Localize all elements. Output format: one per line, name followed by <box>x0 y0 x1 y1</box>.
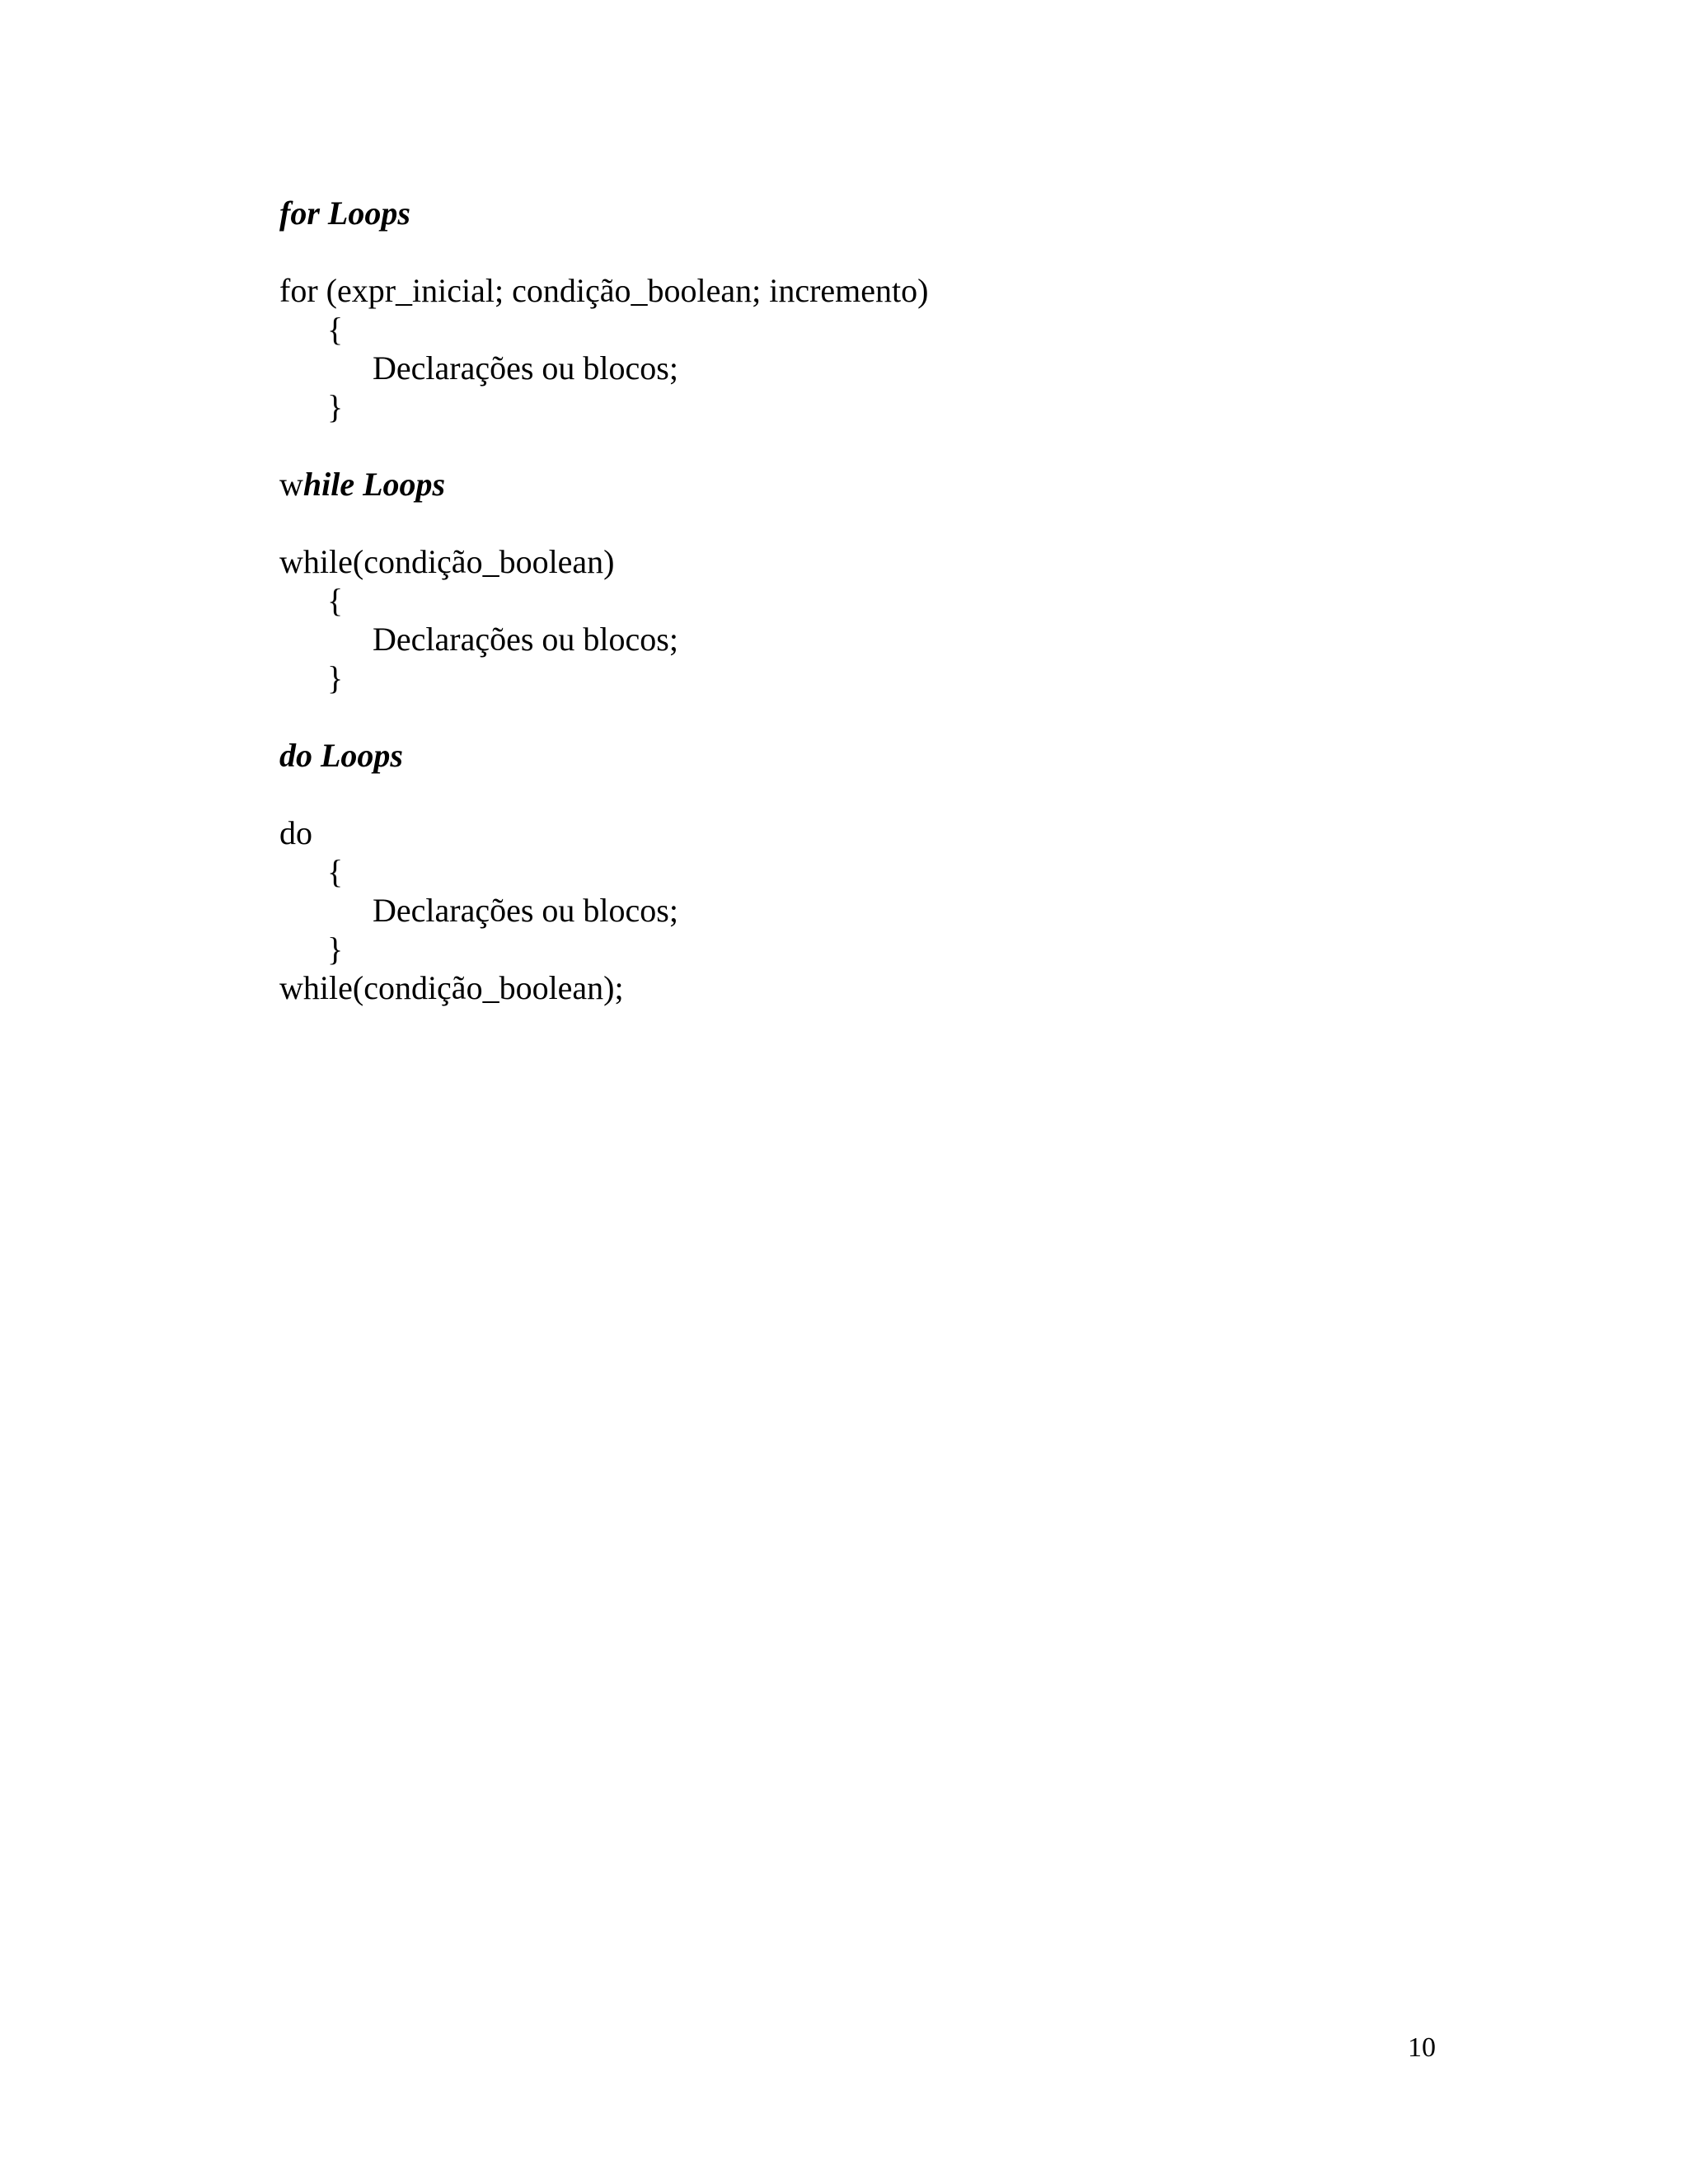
while-heading-rest: hile Loops <box>302 466 446 503</box>
for-loop-open-brace: { <box>327 311 344 348</box>
do-loops-heading: do Loops <box>279 737 403 774</box>
do-loop-body: Declarações ou blocos; <box>373 892 678 929</box>
do-loop-close-brace: } <box>327 930 344 968</box>
do-loop-open-brace: { <box>327 853 344 890</box>
for-loop-close-brace: } <box>327 388 344 425</box>
do-loop-header: do <box>279 814 312 851</box>
while-loops-heading <box>279 465 445 504</box>
page-number: 10 <box>1408 2032 1436 2063</box>
while-loop-body: Declarações ou blocos; <box>373 621 678 658</box>
for-loop-body: Declarações ou blocos; <box>373 349 678 387</box>
while-loop-header: while(condição_boolean) <box>279 543 615 580</box>
while-loop-close-brace: } <box>327 659 344 696</box>
while-heading-prefix: w <box>279 466 303 503</box>
while-loop-open-brace: { <box>327 582 344 619</box>
for-loop-header: for (expr_inicial; condição_boolean; incremento) <box>279 272 929 309</box>
for-loops-heading: for Loops <box>279 194 410 232</box>
do-loop-footer: while(condição_boolean); <box>279 969 624 1006</box>
